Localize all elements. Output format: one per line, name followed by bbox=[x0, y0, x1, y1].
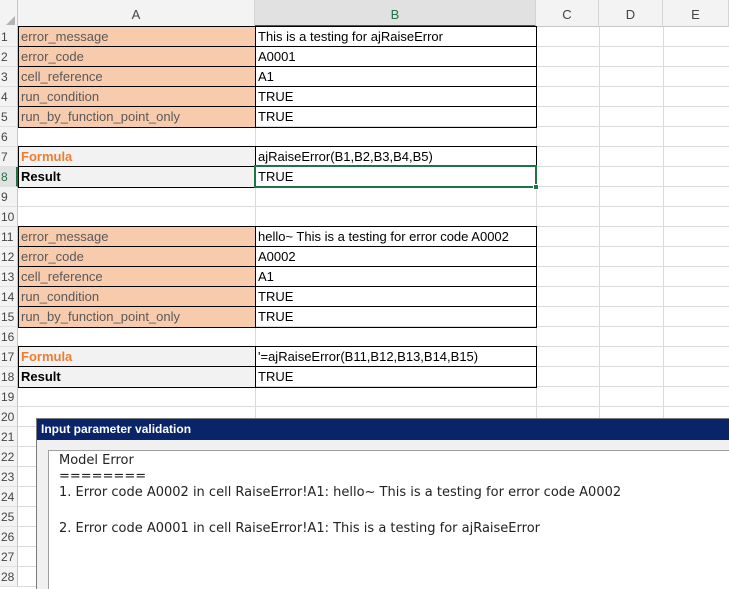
table-divider bbox=[18, 66, 537, 67]
validation-dialog bbox=[36, 418, 729, 589]
cell-b8[interactable]: TRUE bbox=[258, 169, 294, 184]
cell-a15[interactable]: run_by_function_point_only bbox=[19, 307, 255, 328]
row-header[interactable]: 26 bbox=[0, 527, 18, 547]
params-table-border bbox=[18, 226, 537, 328]
dialog-line: ======== bbox=[59, 469, 147, 484]
row-header[interactable]: 3 bbox=[0, 67, 18, 87]
cell-b18[interactable]: TRUE bbox=[258, 369, 294, 384]
cell-b5[interactable]: TRUE bbox=[258, 109, 294, 124]
dialog-line: 1. Error code A0002 in cell RaiseError!A1: hello~ This is a testing for error code A0002 bbox=[59, 485, 622, 500]
row-header[interactable]: 1 bbox=[0, 27, 18, 47]
cell-a13[interactable]: cell_reference bbox=[19, 267, 255, 288]
gridline bbox=[18, 206, 729, 207]
row-header[interactable]: 8 bbox=[0, 167, 18, 187]
row-header[interactable]: 22 bbox=[0, 447, 18, 467]
table-divider bbox=[18, 286, 537, 287]
dialog-line bbox=[59, 501, 729, 521]
cell-a5[interactable]: run_by_function_point_only bbox=[19, 107, 255, 128]
row-header[interactable]: 16 bbox=[0, 327, 18, 347]
table-divider bbox=[255, 26, 256, 128]
row-header[interactable]: 14 bbox=[0, 287, 18, 307]
cell-a14[interactable]: run_condition bbox=[19, 287, 255, 308]
row-header[interactable]: 24 bbox=[0, 487, 18, 507]
table-divider bbox=[18, 366, 537, 367]
column-header-e[interactable]: E bbox=[663, 0, 729, 27]
row-header[interactable]: 4 bbox=[0, 87, 18, 107]
cell-a2[interactable]: error_code bbox=[19, 47, 255, 68]
row-header[interactable]: 25 bbox=[0, 507, 18, 527]
row-header[interactable]: 18 bbox=[0, 367, 18, 387]
table-divider bbox=[18, 306, 537, 307]
dialog-line: 2. Error code A0001 in cell RaiseError!A1: This is a testing for ajRaiseError bbox=[59, 521, 540, 536]
cell-a7[interactable]: Formula bbox=[19, 147, 255, 168]
gridline bbox=[18, 406, 729, 407]
row-header[interactable]: 17 bbox=[0, 347, 18, 367]
cell-b7[interactable]: ajRaiseError(B1,B2,B3,B4,B5) bbox=[258, 149, 433, 164]
row-header[interactable]: 15 bbox=[0, 307, 18, 327]
column-header-a[interactable]: A bbox=[18, 0, 255, 27]
cell-a3[interactable]: cell_reference bbox=[19, 67, 255, 88]
cell-b11[interactable]: hello~ This is a testing for error code A0002 bbox=[258, 229, 509, 244]
column-header-bar bbox=[0, 0, 729, 27]
row-header[interactable]: 27 bbox=[0, 547, 18, 567]
cell-a11[interactable]: error_message bbox=[19, 227, 255, 248]
table-divider bbox=[18, 86, 537, 87]
cell-b15[interactable]: TRUE bbox=[258, 309, 294, 324]
table-divider bbox=[18, 106, 537, 107]
cell-b13[interactable]: A1 bbox=[258, 269, 274, 284]
table-divider bbox=[18, 46, 537, 47]
cell-b12[interactable]: A0002 bbox=[258, 249, 296, 264]
cell-a12[interactable]: error_code bbox=[19, 247, 255, 268]
cell-b3[interactable]: A1 bbox=[258, 69, 274, 84]
active-cell-selection[interactable] bbox=[254, 165, 537, 188]
column-header-d[interactable]: D bbox=[599, 0, 663, 27]
cell-b17[interactable]: '=ajRaiseError(B11,B12,B13,B14,B15) bbox=[258, 349, 479, 364]
cell-a1[interactable]: error_message bbox=[19, 27, 255, 48]
row-header[interactable]: 21 bbox=[0, 427, 18, 447]
row-header[interactable]: 10 bbox=[0, 207, 18, 227]
row-header[interactable]: 11 bbox=[0, 227, 18, 247]
table-divider bbox=[18, 246, 537, 247]
row-header[interactable]: 20 bbox=[0, 407, 18, 427]
row-header[interactable]: 6 bbox=[0, 127, 18, 147]
fill-handle[interactable] bbox=[533, 184, 539, 190]
formula-table-border bbox=[18, 346, 537, 388]
cell-b2[interactable]: A0001 bbox=[258, 49, 296, 64]
row-header[interactable]: 19 bbox=[0, 387, 18, 407]
table-divider bbox=[255, 226, 256, 328]
cell-b14[interactable]: TRUE bbox=[258, 289, 294, 304]
row-header[interactable]: 7 bbox=[0, 147, 18, 167]
cell-a18[interactable]: Result bbox=[19, 367, 255, 388]
row-header[interactable]: 2 bbox=[0, 47, 18, 67]
params-table-border bbox=[18, 26, 537, 128]
row-header[interactable]: 12 bbox=[0, 247, 18, 267]
dialog-line: Model Error bbox=[59, 453, 134, 468]
column-header-c[interactable]: C bbox=[536, 0, 599, 27]
row-header[interactable]: 23 bbox=[0, 467, 18, 487]
cell-a17[interactable]: Formula bbox=[19, 347, 255, 368]
row-header[interactable]: 28 bbox=[0, 567, 18, 587]
row-header[interactable]: 5 bbox=[0, 107, 18, 127]
table-divider bbox=[18, 266, 537, 267]
column-header-b[interactable]: B bbox=[255, 0, 536, 27]
cell-a4[interactable]: run_condition bbox=[19, 87, 255, 108]
cell-a8[interactable]: Result bbox=[19, 167, 255, 188]
table-divider bbox=[255, 346, 256, 388]
cell-b4[interactable]: TRUE bbox=[258, 89, 294, 104]
dialog-title-bar[interactable]: Input parameter validation bbox=[37, 419, 729, 440]
select-all-triangle-icon bbox=[6, 16, 15, 25]
dialog-message-box[interactable] bbox=[48, 450, 729, 589]
row-header[interactable]: 13 bbox=[0, 267, 18, 287]
row-header[interactable]: 9 bbox=[0, 187, 18, 207]
select-all-corner[interactable] bbox=[0, 0, 18, 27]
cell-b1[interactable]: This is a testing for ajRaiseError bbox=[258, 29, 443, 44]
